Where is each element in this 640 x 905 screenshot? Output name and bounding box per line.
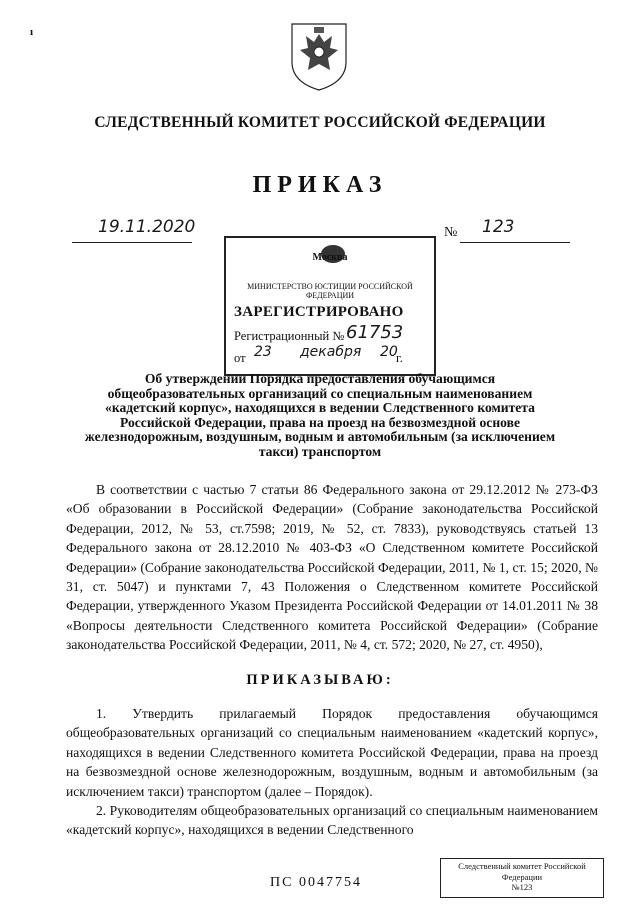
stamp-year: 20 [380, 344, 398, 360]
number-label: № [444, 225, 458, 240]
order-word: ПРИКАЗЫВАЮ: [246, 672, 394, 688]
corner-mark: ı [30, 26, 34, 38]
number-underline [460, 222, 570, 243]
stamp-year-suffix: г. [396, 351, 403, 365]
organization-name: СЛЕДСТВЕННЫЙ КОМИТЕТ РОССИЙСКОЙ ФЕДЕРАЦИИ [94, 114, 546, 131]
order-date: 19.11.2020 [98, 217, 196, 237]
corner-stamp [440, 858, 604, 898]
stamp-ministry: МИНИСТЕРСТВО ЮСТИЦИИ РОССИЙСКОЙ ФЕДЕРАЦИИ [247, 282, 413, 300]
order-items [66, 704, 598, 840]
order-item-1: 1. Утвердить прилагаемый Порядок предоставления обучающимся общеобразовательных организаций со специальным наименованием «кадетский корпус», находящихся в ведении Следственного комитета Российской Федерации, права на проезд на безвозмездной основе железнодорожным, воздушным, водным и автомобильным (за исключением такси) транспортом (далее – Порядок). [66, 706, 598, 799]
corner-stamp-org: Следственный комитет Российской Федерации [458, 861, 586, 882]
stamp-month: декабря [300, 344, 362, 360]
corner-stamp-number: №123 [511, 882, 533, 892]
stamp-day: 23 [254, 344, 272, 360]
stamp-reg-number: 61753 [346, 322, 404, 343]
registration-stamp [224, 236, 436, 376]
stamp-city: Москва [312, 252, 348, 263]
preamble [66, 480, 598, 655]
order-title: Об утверждении Порядка предоставления обучающимся общеобразовательных организаций со специальным наименованием «кадетский корпус», находящихся в ведении Следственного комитета Российской Федерации, права на проезд на безвозмездной основе железнодорожным, воздушным, водным и автомобильным (за исключением такси) транспортом [84, 371, 556, 459]
document-type: ПРИКАЗ [252, 172, 388, 198]
stamp-registered: ЗАРЕГИСТРИРОВАНО [234, 304, 404, 320]
form-serial: ПС 0047754 [270, 875, 362, 890]
coat-of-arms-icon [288, 18, 350, 92]
order-item-2: 2. Руководителям общеобразовательных организаций со специальным наименованием «кадетский корпус», находящихся в ведении Следственного [66, 803, 598, 838]
stamp-from-label: от [234, 351, 246, 365]
stamp-reg-label: Регистрационный № [234, 329, 345, 343]
preamble-text: В соответствии с частью 7 статьи 86 Федерального закона от 29.12.2012 № 273-ФЗ «Об образовании в Российской Федерации» (Собрание законодательства Российской Федерации, 2012, № 53, ст.7598; 2019, № 52, ст. 7833), руководствуясь статьей 13 Федерального закона от 28.12.2010 № 403-ФЗ «О Следственном комитете Российской Федерации» (Собрание законодательства Российской Федерации, 2011, № 1, ст. 15; 2020, № 31, ст. 5047) и пунктами 7, 43 Положения о Следственном комитете Российской Федерации, утвержденного Указом Президента Российской Федерации от 14.01.2011 № 38 «Вопросы деятельности Следственного комитета Российской Федерации» (Собрание законодательства Российской Федерации, 2011, № 4, ст. 572; 2020, № 27, ст. 4950), [66, 482, 598, 653]
order-number: 123 [482, 217, 515, 237]
